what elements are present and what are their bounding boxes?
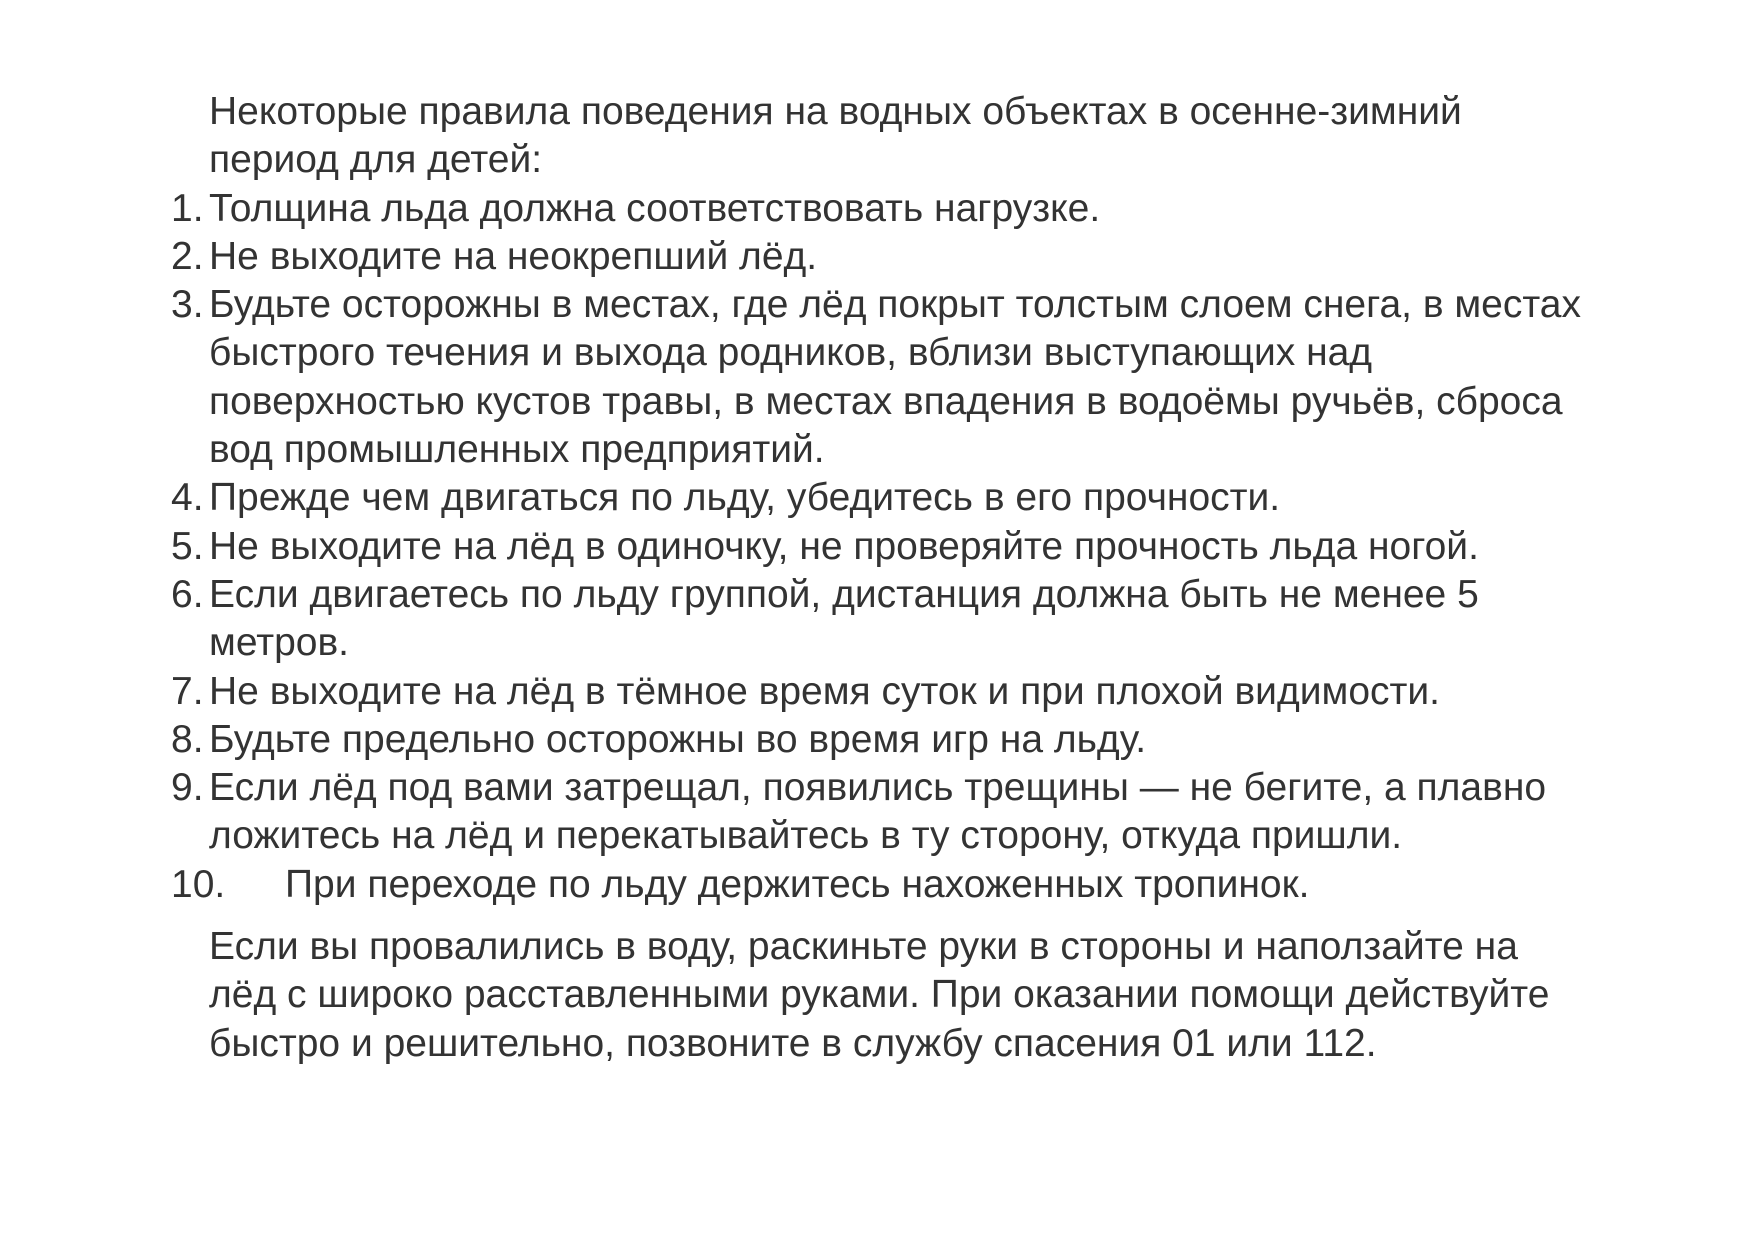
item-number: 2. — [171, 234, 204, 278]
item-text: быстрого течения и выхода родников, вблизи выступающих над — [209, 331, 1373, 375]
item-number: 8. — [171, 717, 204, 761]
item-text: Не выходите на лёд в одиночку, не проверяйте прочность льда ногой. — [209, 524, 1479, 568]
item-number: 4. — [171, 476, 204, 520]
list-item — [0, 716, 1755, 764]
intro-paragraph — [0, 88, 1755, 185]
list-item — [0, 764, 1755, 861]
item-text: поверхностью кустов травы, в местах впадения в водоёмы ручьёв, сброса — [209, 379, 1563, 423]
closing-line: лёд с широко расставленными руками. При оказании помощи действуйте — [209, 973, 1550, 1017]
list-item — [0, 281, 1755, 474]
item-text: При переходе по льду держитесь нахоженных тропинок. — [285, 862, 1310, 906]
item-text: ложитесь на лёд и перекатывайтесь в ту сторону, откуда пришли. — [209, 814, 1403, 858]
item-number: 1. — [171, 186, 204, 230]
list-item — [0, 474, 1755, 522]
item-text: Если двигаетесь по льду группой, дистанция должна быть не менее 5 — [209, 572, 1479, 616]
item-number: 10. — [171, 862, 226, 906]
item-text: метров. — [209, 621, 350, 665]
item-text: Не выходите на лёд в тёмное время суток и при плохой видимости. — [209, 669, 1440, 713]
intro-line: Некоторые правила поведения на водных объектах в осенне-зимний — [209, 90, 1462, 133]
document-body — [0, 88, 1755, 1068]
list-item — [0, 233, 1755, 281]
item-text: вод промышленных предприятий. — [209, 428, 825, 472]
list-item — [0, 668, 1755, 716]
item-number: 9. — [171, 766, 204, 810]
list-item — [0, 861, 1755, 909]
item-number: 6. — [171, 572, 204, 616]
item-text: Будьте осторожны в местах, где лёд покрыт толстым слоем снега, в местах — [209, 283, 1581, 327]
list-item — [0, 185, 1755, 233]
item-number: 7. — [171, 669, 204, 713]
item-number: 5. — [171, 524, 204, 568]
list-item — [0, 571, 1755, 668]
closing-line: быстро и решительно, позвоните в службу спасения 01 или 112. — [209, 1021, 1377, 1065]
closing-paragraph — [0, 923, 1755, 1068]
item-number: 3. — [171, 283, 204, 327]
item-text: Толщина льда должна соответствовать нагрузке. — [209, 186, 1101, 230]
item-text: Если лёд под вами затрещал, появились трещины — не бегите, а плавно — [209, 766, 1547, 810]
list-item — [0, 523, 1755, 571]
item-text: Прежде чем двигаться по льду, убедитесь в его прочности. — [209, 476, 1281, 520]
item-text: Не выходите на неокрепший лёд. — [209, 234, 818, 278]
rules-list — [0, 185, 1755, 909]
intro-line: период для детей: — [209, 138, 543, 182]
item-text: Будьте предельно осторожны во время игр на льду. — [209, 717, 1147, 761]
closing-line: Если вы провалились в воду, раскиньте руки в стороны и наползайте на — [209, 925, 1518, 969]
